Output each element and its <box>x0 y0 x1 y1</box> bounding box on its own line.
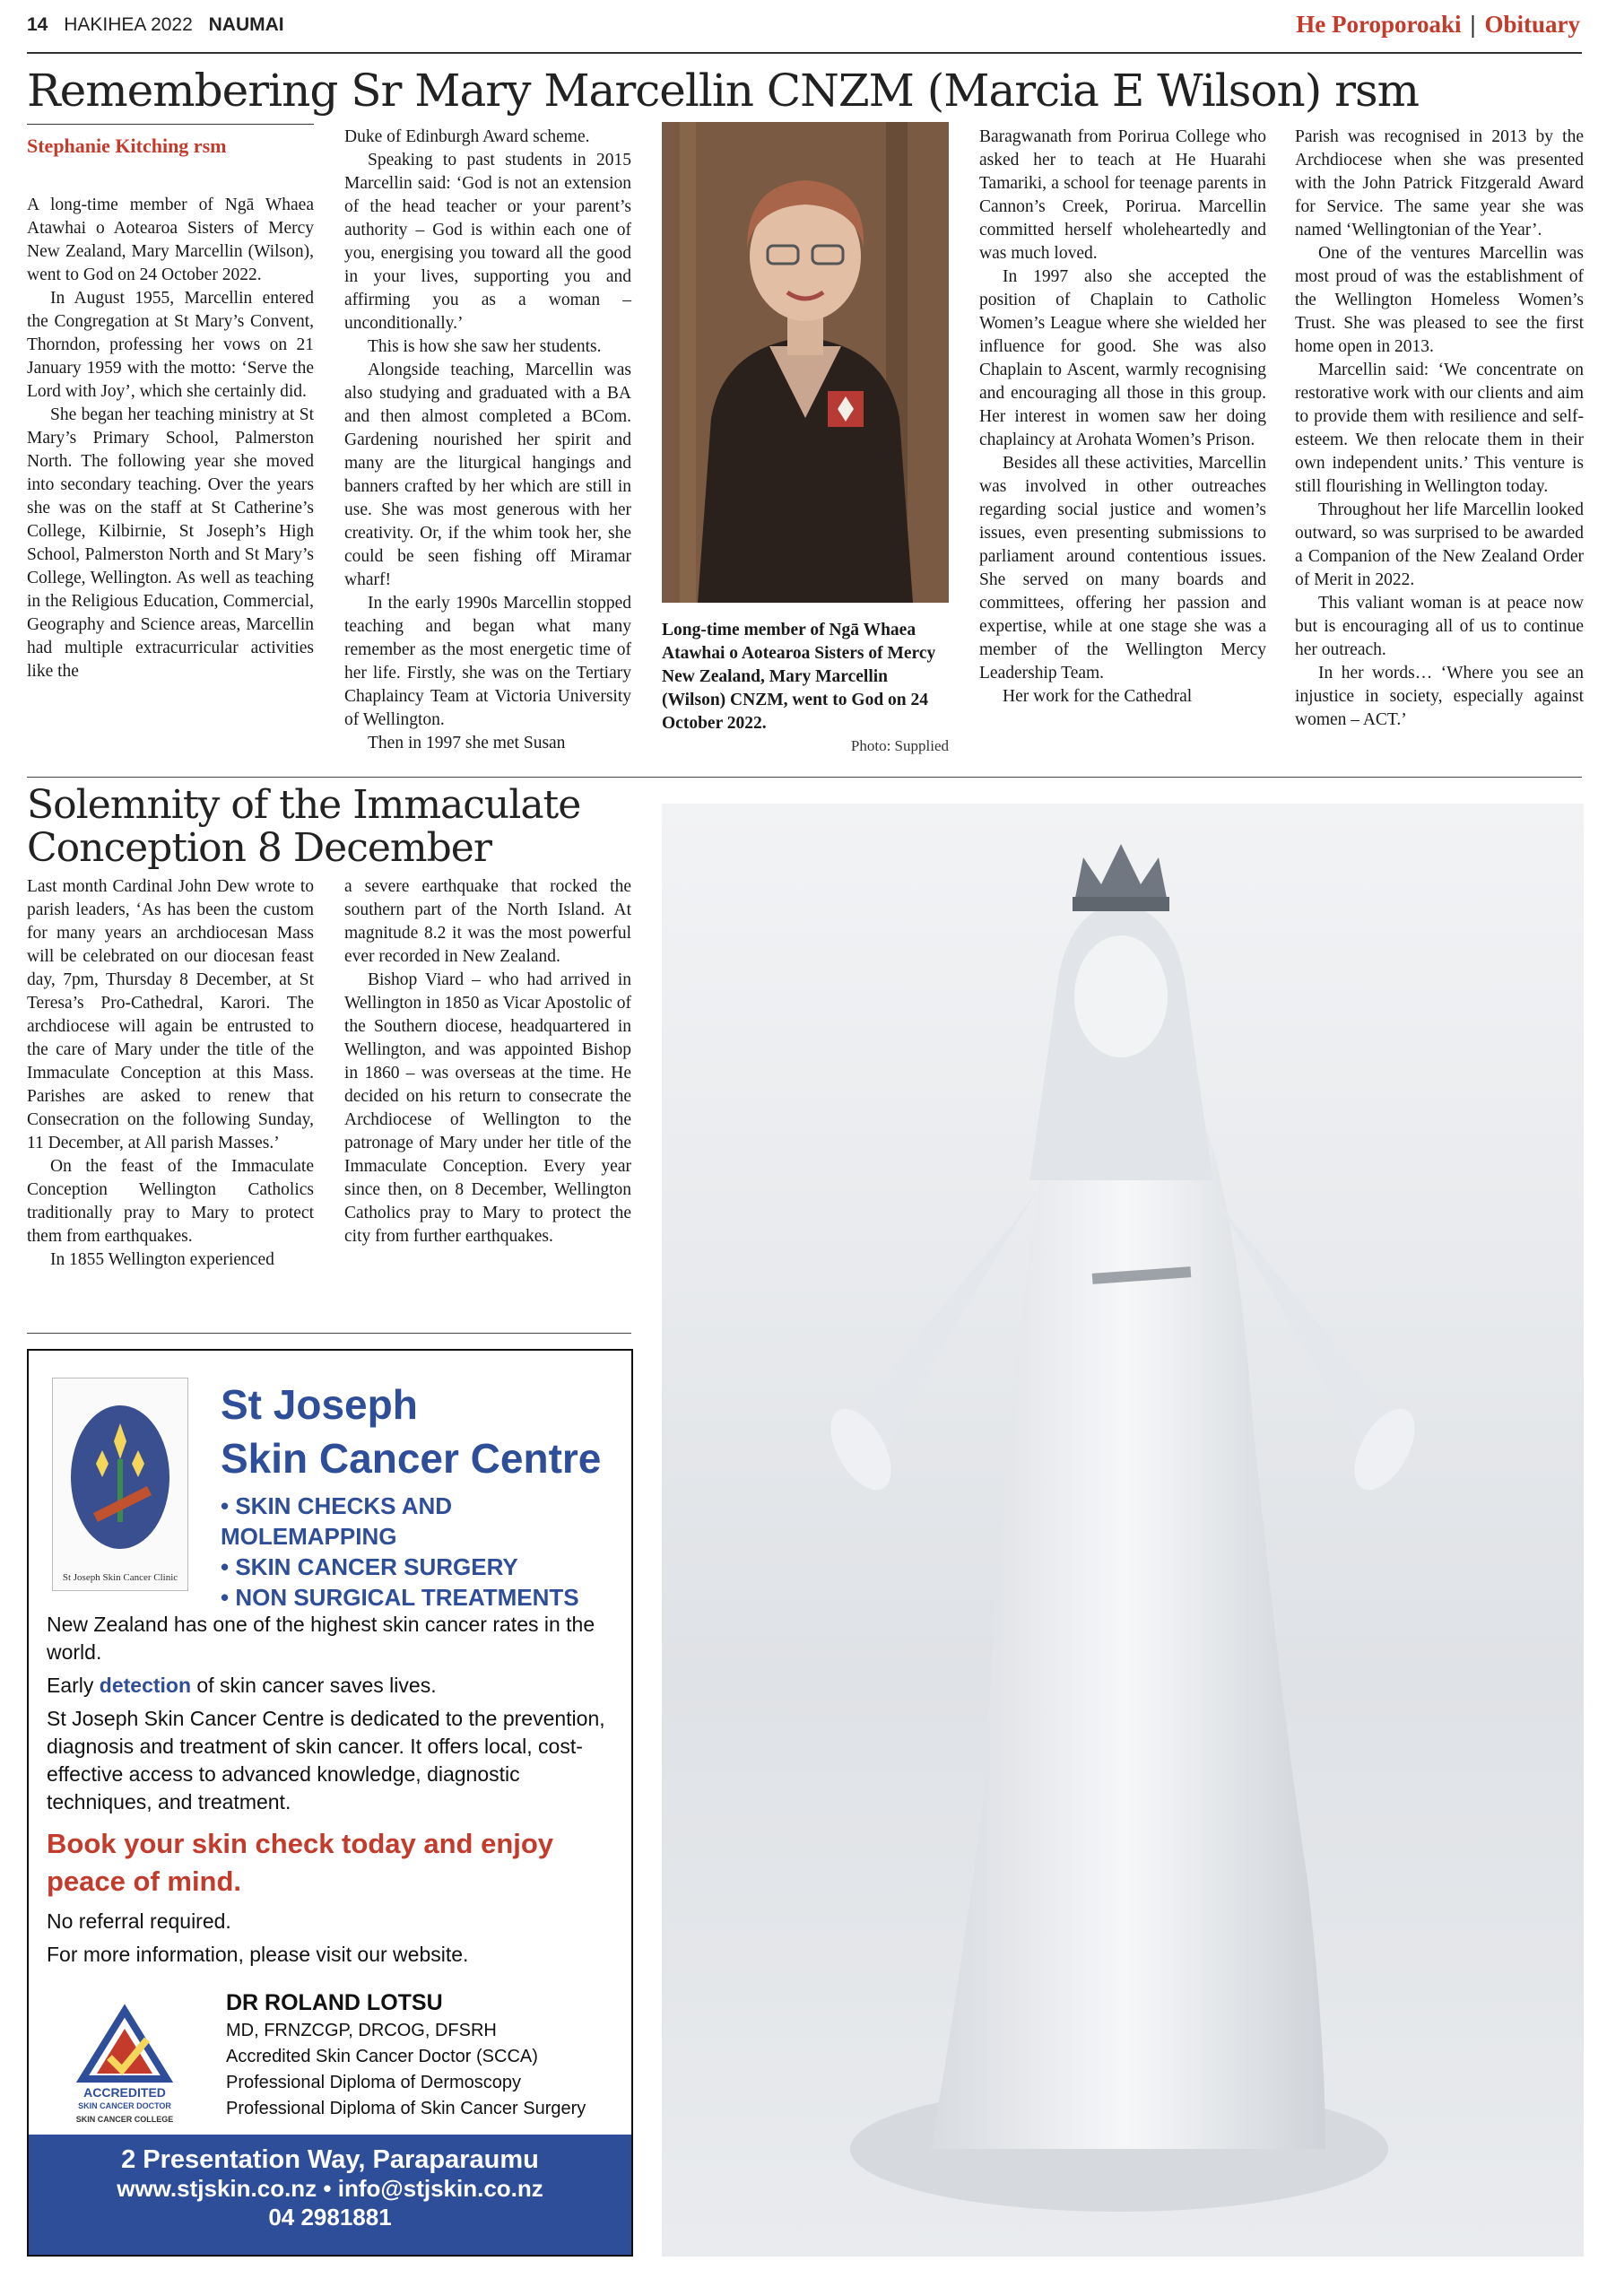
service-item: • NON SURGICAL TREATMENTS <box>221 1584 579 1611</box>
page-number: 14 <box>27 14 48 35</box>
accreditation-line: ACCREDITED <box>83 2085 166 2100</box>
statue-illustration <box>662 804 1584 2257</box>
doctor-name: DR ROLAND LOTSU <box>226 1990 443 2015</box>
clinic-logo <box>52 1378 188 1591</box>
photo-caption: Long-time member of Ngā Whaea Atawhai o Aotearoa Sisters of Mercy New Zealand, Mary Marcellin (Wilson) CNZM, went to God on 24 October 2022. <box>662 621 936 733</box>
service-item: • SKIN CHECKS AND MOLEMAPPING <box>221 1492 453 1550</box>
publication-name: NAUMAI <box>208 14 284 35</box>
article2-column-1 <box>27 875 314 1272</box>
paragraph: In 1997 also she accepted the position of Chaplain to Catholic Women’s League where she wielded her influence for good. She was also Chaplain to Ascent, warmly recognising and encouraging all those in this group. Her interest in women saw her doing chaplaincy at Arohata Women’s Prison. <box>979 267 1266 449</box>
clinic-crest-icon <box>53 1378 187 1558</box>
section-maori: He Poroporoaki <box>1296 11 1462 38</box>
article-column-2 <box>344 126 631 755</box>
advert-accent-word: detection <box>99 1674 192 1697</box>
paragraph: Besides all these activities, Marcellin was involved in other outreaches regarding social justice and women’s issues, even presenting submissions to parliament around contentious issues. She served on many boards and committees, offering her passion and expertise, while at one stage she was a member of the Wellington Mercy Leadership Team. <box>979 454 1266 683</box>
service-item: • SKIN CANCER SURGERY <box>221 1553 518 1580</box>
doctor-qualifications: MD, FRNZCGP, DRCOG, DFSRH <box>226 2021 497 2040</box>
photo-credit: Photo: Supplied <box>850 737 949 754</box>
article2-title <box>27 784 655 870</box>
advert-text: No referral required. <box>47 1909 231 1933</box>
article2-title-line2: Conception 8 December <box>27 825 491 871</box>
clinic-name-line2: Skin Cancer Centre <box>221 1435 602 1482</box>
advert-body <box>47 1611 621 1974</box>
paragraph: Marcellin said: ‘We concentrate on restorative work with our clients and aim to provide them with resilience and self-esteem. We then relocate them in their own independent units.’ This venture is still flourishing in Wellington today. <box>1295 361 1584 496</box>
address: 2 Presentation Way, Paraparaumu <box>121 2145 539 2174</box>
phone-number: 04 2981881 <box>268 2204 392 2231</box>
advert-text: New Zealand has one of the highest skin cancer rates in the world. <box>47 1613 595 1664</box>
paragraph: Last month Cardinal John Dew wrote to parish leaders, ‘As has been the custom for many years an archdiocesan Mass will be celebrated on our diocesan feast day, 7pm, Thursday 8 December, at St Teresa’s Pro-Cathedral, Karori. The archdiocese will again be entrusted to the care of Mary under the title of the Immaculate Conception at this Mass. Parishes are asked to renew that Consecration on the following Sunday, 11 December, at All parish Masses.’ <box>27 877 314 1152</box>
section-english: Obituary <box>1484 11 1580 38</box>
paragraph: Her work for the Cathedral <box>1003 687 1193 706</box>
page-header-left <box>27 14 295 36</box>
paragraph: Speaking to past students in 2015 Marcellin said: ‘God is not an extension of the head teacher or your parent’s authority – God is within each one of you, energising you toward all the good in your lives, supporting you and affirming you as a woman – unconditionally.’ <box>344 151 631 333</box>
paragraph: Baragwanath from Porirua College who asked her to teach at He Huarahi Tamariki, a school for teenage parents in Cannon’s Creek, Porirua. Marcellin committed herself wholeheartedly and was much loved. <box>979 127 1266 263</box>
portrait-illustration <box>662 122 949 603</box>
paragraph: On the feast of the Immaculate Conception Wellington Catholics traditionally pray to Mary to protect them from earthquakes. <box>27 1157 314 1246</box>
paragraph: Duke of Edinburgh Award scheme. <box>344 127 590 146</box>
call-to-action: Book your skin check today and enjoy peace of mind. <box>47 1828 554 1897</box>
advert-text-part: of skin cancer saves lives. <box>191 1674 437 1697</box>
clinic-name-line1: St Joseph <box>221 1381 418 1428</box>
article-column-1 <box>27 194 314 683</box>
accreditation-text <box>66 2086 183 2126</box>
section-heading: He Poroporoaki | Obituary <box>1296 11 1580 38</box>
header-divider <box>27 52 1582 54</box>
paragraph: She began her teaching ministry at St Mary’s Primary School, Palmerston North. The following year she moved into secondary teaching. Over the years she was on the staff at St Catherine’s College, Kilbirnie, St Joseph’s High School, Palmerston North and St Mary’s College, Wellington. As well as teaching in the Religious Education, Commercial, Geography and Science areas, Marcellin had multiple extracurricular activities like the <box>27 405 314 681</box>
clinic-name <box>221 1378 601 1485</box>
paragraph: In her words… ‘Where you see an injustice in society, especially against women – ACT.’ <box>1295 664 1584 729</box>
byline-divider <box>27 124 314 125</box>
skin-cancer-advert <box>27 1349 633 2257</box>
contact-footer <box>29 2135 631 2255</box>
doctor-credential: Professional Diploma of Skin Cancer Surgery <box>226 2099 586 2118</box>
article-column-5 <box>1295 126 1584 732</box>
accreditation-line: SKIN CANCER COLLEGE <box>75 2115 174 2124</box>
doctor-credential: Accredited Skin Cancer Doctor (SCCA) <box>226 2047 538 2066</box>
web-and-email: www.stjskin.co.nz • info@stjskin.co.nz <box>117 2175 543 2202</box>
paragraph: Alongside teaching, Marcellin was also studying and graduated with a BA and then almost completed a BCom. Gardening nourished her spirit and many are the liturgical hangings and banners crafted by her which are still in use. She was most generous with her creativity. Or, if the whim took her, she could be seen fishing off Miramar wharf! <box>344 361 631 589</box>
doctor-credential: Professional Diploma of Dermoscopy <box>226 2073 522 2092</box>
paragraph: Then in 1997 she met Susan <box>368 734 566 752</box>
paragraph: One of the ventures Marcellin was most proud of was the establishment of the Wellington Homeless Women’s Trust. She was pleased to see the first home open in 2013. <box>1295 244 1584 356</box>
paragraph: a severe earthquake that rocked the southern part of the North Island. At magnitude 8.2 it was the most powerful ever recorded in New Zealand. <box>344 877 631 966</box>
paragraph: In August 1955, Marcellin entered the Congregation at St Mary’s Convent, Thorndon, professing her vows on 21 January 1959 with the motto: ‘Serve the Lord with Joy’, which she certainly did. <box>27 289 314 401</box>
advert-text: For more information, please visit our website. <box>47 1943 469 1966</box>
advert-text: St Joseph Skin Cancer Centre is dedicated to the prevention, diagnosis and treatment of skin cancer. It offers local, cost-effective access to advanced knowledge, diagnostic techniques, and treatment. <box>47 1707 605 1813</box>
article2-column-2 <box>344 875 631 1248</box>
article2-title-line1: Solemnity of the Immaculate <box>27 782 581 828</box>
paragraph: In the early 1990s Marcellin stopped teaching and began what many remember as the most energetic time of her life. Firstly, she was on the Tertiary Chaplaincy Team at Victoria University of Wellington. <box>344 594 631 729</box>
paragraph: Throughout her life Marcellin looked outward, so was surprised to be awarded a Companion of the New Zealand Order of Merit in 2022. <box>1295 500 1584 589</box>
statue-photo <box>662 804 1584 2257</box>
paragraph: A long-time member of Ngā Whaea Atawhai o Aotearoa Sisters of Mercy New Zealand, Mary Marcellin (Wilson), went to God on 24 October 2022. <box>27 196 314 284</box>
doctor-details <box>226 1987 586 2122</box>
services-list <box>221 1491 631 1613</box>
paragraph: In 1855 Wellington experienced <box>50 1250 274 1269</box>
accreditation-line: SKIN CANCER DOCTOR <box>78 2101 171 2110</box>
paragraph: This is how she saw her students. <box>368 337 602 356</box>
advert-text <box>47 1672 621 1700</box>
article-title: Remembering Sr Mary Marcellin CNZM (Marcia E Wilson) rsm <box>27 65 1420 117</box>
accreditation-badge <box>66 2004 183 2138</box>
section-divider <box>27 777 1582 778</box>
clinic-logo-caption: St Joseph Skin Cancer Clinic <box>62 1572 178 1583</box>
issue-date: HAKIHEA 2022 <box>64 14 193 35</box>
paragraph: This valiant woman is at peace now but is encouraging all of us to continue her outreach. <box>1295 594 1584 659</box>
article-column-4 <box>979 126 1266 709</box>
portrait-photo <box>662 122 949 603</box>
paragraph: Bishop Viard – who had arrived in Wellington in 1850 as Vicar Apostolic of the Southern diocese, headquartered in Wellington, and was appointed Bishop in 1860 – was overseas at the time. He decided on his return to consecrate the Archdiocese of Wellington to the patronage of Mary under her title of the Immaculate Conception. Every year since then, on 8 December, Wellington Catholics pray to Mary to protect the city from further earthquakes. <box>344 970 631 1246</box>
paragraph: Parish was recognised in 2013 by the Archdiocese when she was presented with the John Patrick Fitzgerald Award for Service. The same year she was named ‘Wellingtonian of the Year’. <box>1295 127 1584 239</box>
article2-divider <box>27 1333 631 1334</box>
advert-text-part: Early <box>47 1674 100 1697</box>
byline: Stephanie Kitching rsm <box>27 135 227 157</box>
